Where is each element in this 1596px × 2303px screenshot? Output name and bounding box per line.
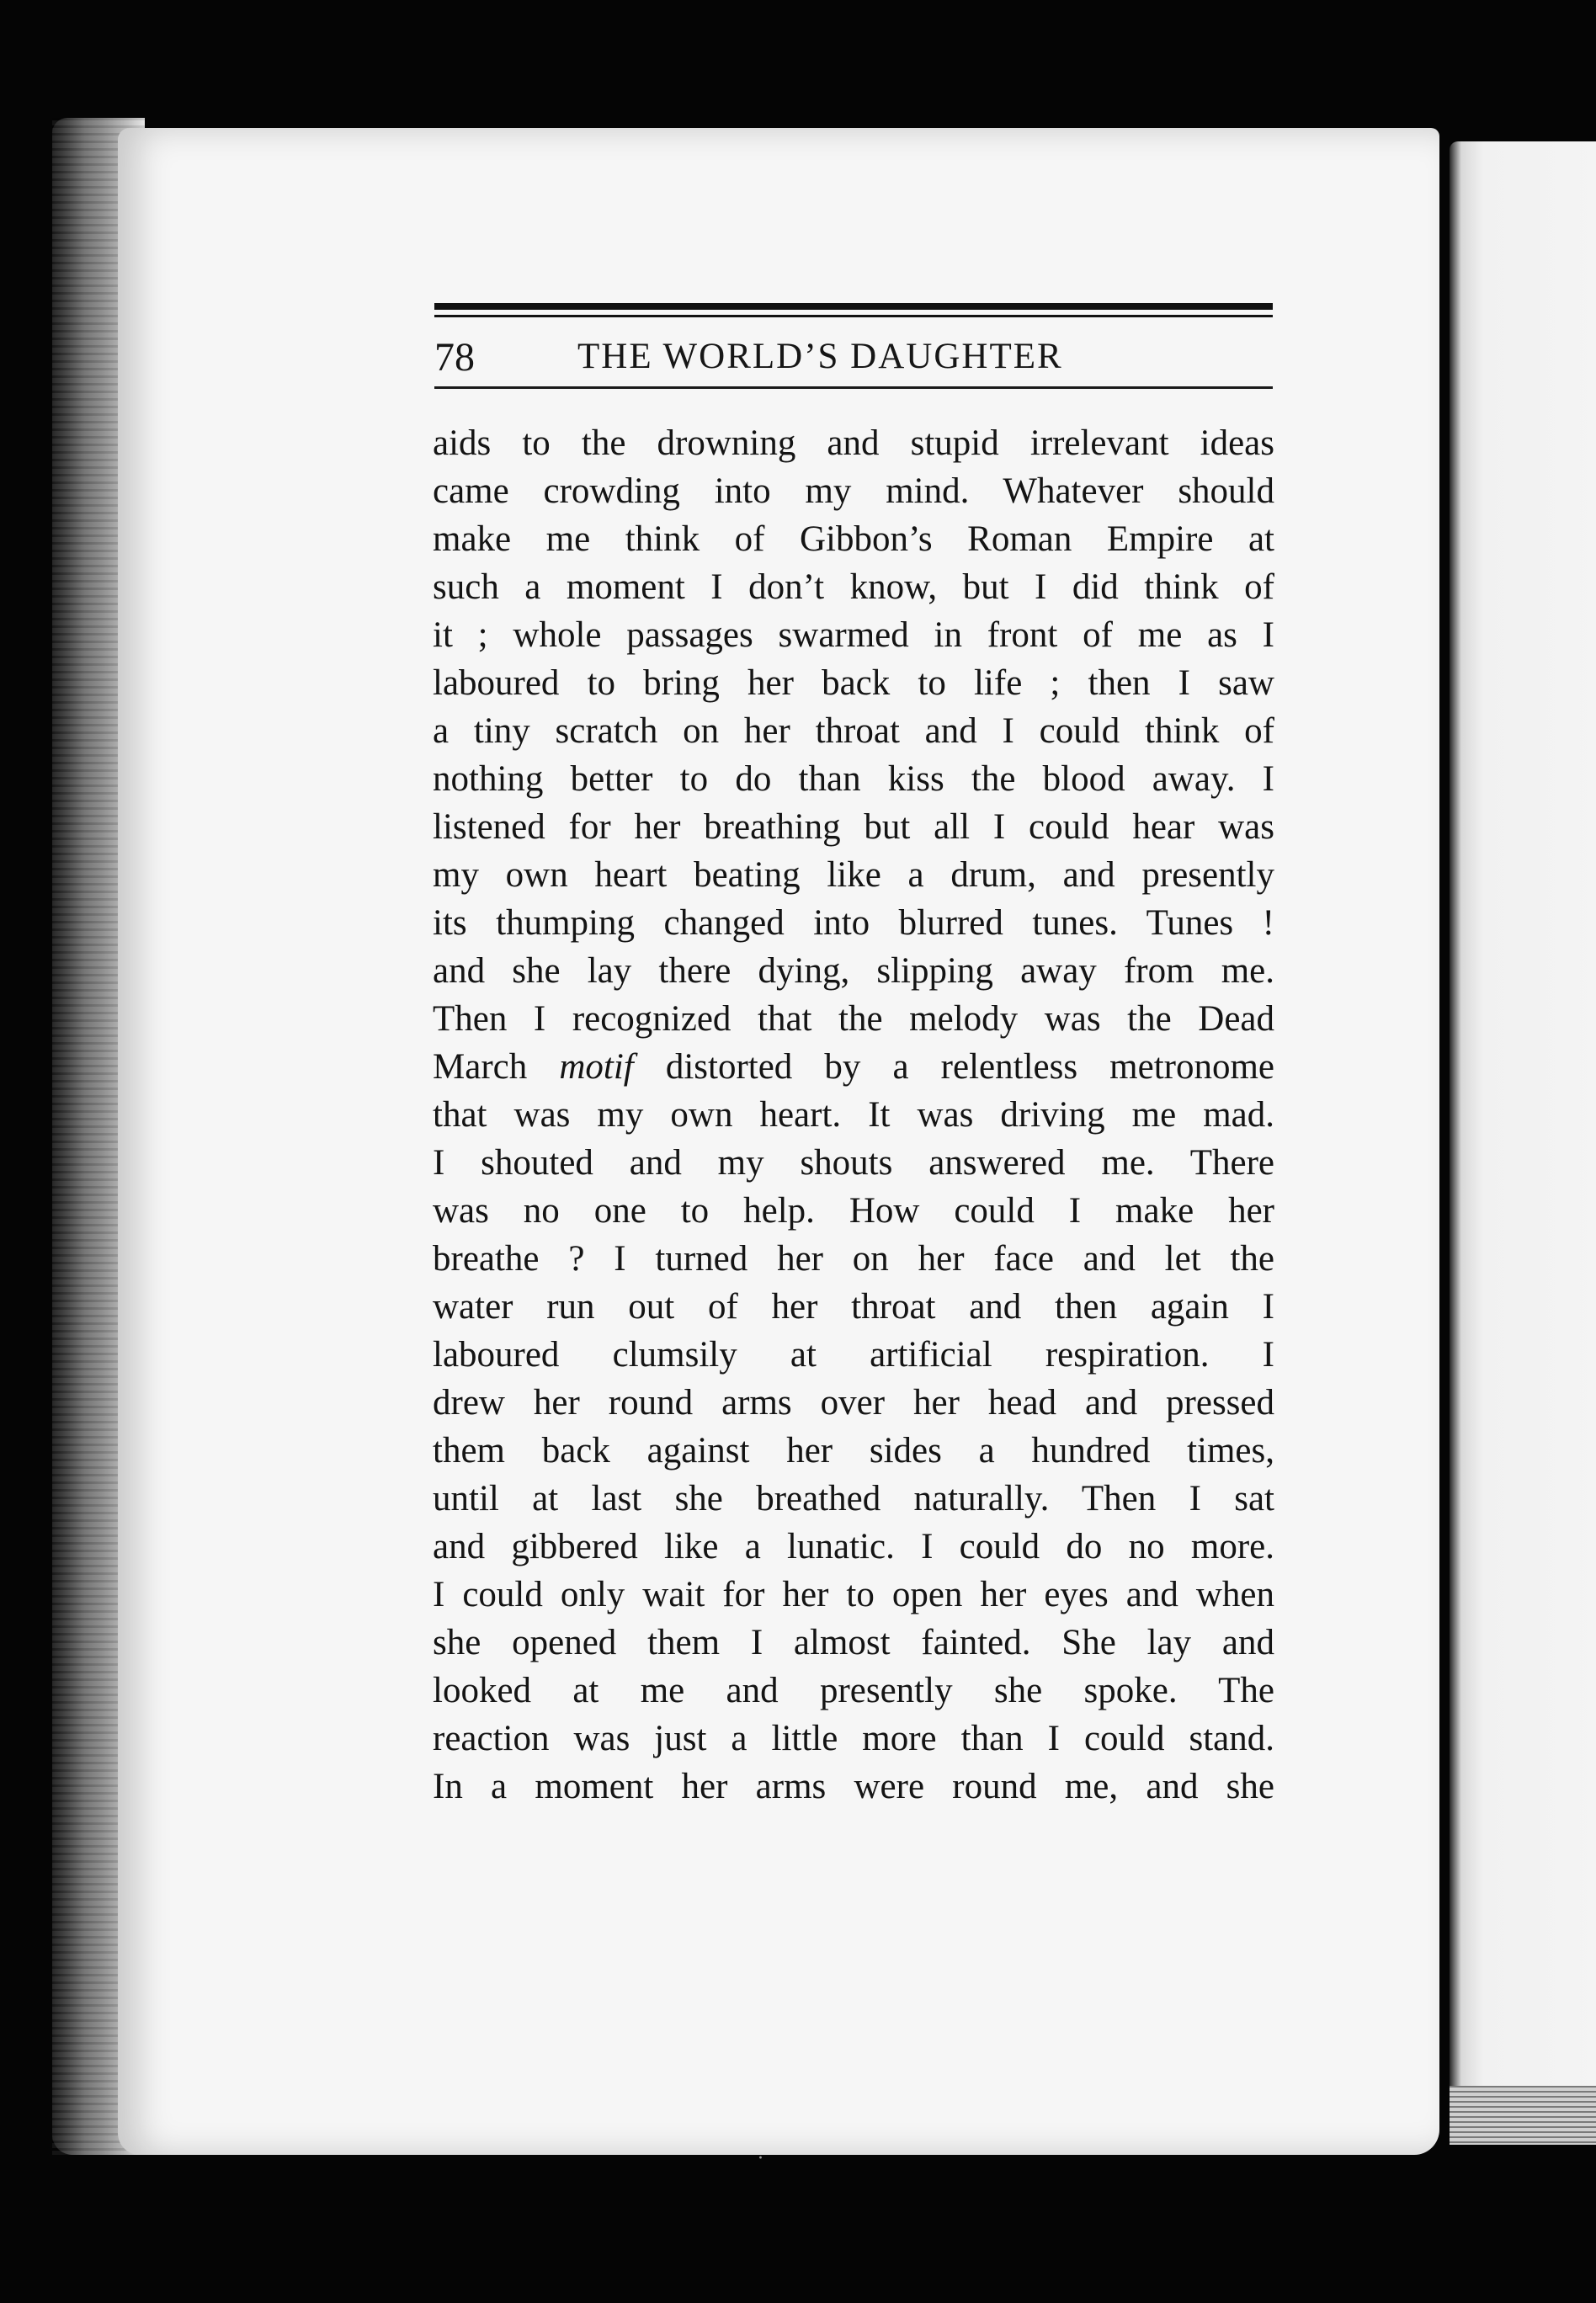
italic-word: motif [559,1047,634,1087]
text-line: and she lay there dying, slipping away from me. [433,951,1274,991]
text-line: it ; whole passages swarmed in front of me as I [433,615,1274,655]
text-segment: distorted by a relentless metronome [633,1047,1274,1087]
running-head [434,317,1273,386]
header-underline-rule [434,386,1273,389]
running-title: THE WORLD’S DAUGHTER [577,337,1063,376]
text-line: them back against her sides a hundred times, [433,1431,1274,1471]
dust-speck: · [758,2148,763,2169]
text-segment: March [433,1047,560,1087]
body-text [433,419,1274,1811]
text-line: I could only wait for her to open her eyes and when [433,1575,1274,1614]
text-line: a tiny scratch on her throat and I could think of [433,711,1274,751]
text-line: my own heart beating like a drum, and presently [433,855,1274,895]
text-line [433,1043,1274,1091]
text-line: its thumping changed into blurred tunes. Tunes ! [433,903,1274,943]
text-line: was no one to help. How could I make her [433,1191,1274,1231]
text-line: laboured clumsily at artificial respiration. I [433,1335,1274,1375]
text-line: that was my own heart. It was driving me mad. [433,1095,1274,1135]
text-line: make me think of Gibbon’s Roman Empire at [433,519,1274,559]
text-line: reaction was just a little more than I could stand. [433,1719,1274,1758]
header-rule-thick [434,303,1273,310]
text-line: nothing better to do than kiss the blood away. I [433,759,1274,799]
text-line: until at last she breathed naturally. Then I sat [433,1479,1274,1518]
page-number: 78 [434,335,475,380]
text-line: listened for her breathing but all I could hear was [433,807,1274,847]
adjacent-page-edge [1450,141,1596,2145]
text-line: water run out of her throat and then again I [433,1287,1274,1327]
text-line: came crowding into my mind. Whatever should [433,471,1274,511]
text-line: drew her round arms over her head and pressed [433,1383,1274,1423]
text-line: Then I recognized that the melody was the Dead [433,999,1274,1039]
text-line: looked at me and presently she spoke. The [433,1671,1274,1710]
text-line: I shouted and my shouts answered me. There [433,1143,1274,1183]
text-line: laboured to bring her back to life ; then I saw [433,663,1274,703]
text-line: In a moment her arms were round me, and she [433,1767,1274,1806]
text-line: and gibbered like a lunatic. I could do no more. [433,1527,1274,1566]
text-line: aids to the drowning and stupid irrelevant ideas [433,423,1274,463]
page-header [434,303,1273,389]
text-line: such a moment I don’t know, but I did think of [433,567,1274,607]
text-line: breathe ? I turned her on her face and let the [433,1239,1274,1279]
text-line: she opened them I almost fainted. She lay and [433,1623,1274,1662]
